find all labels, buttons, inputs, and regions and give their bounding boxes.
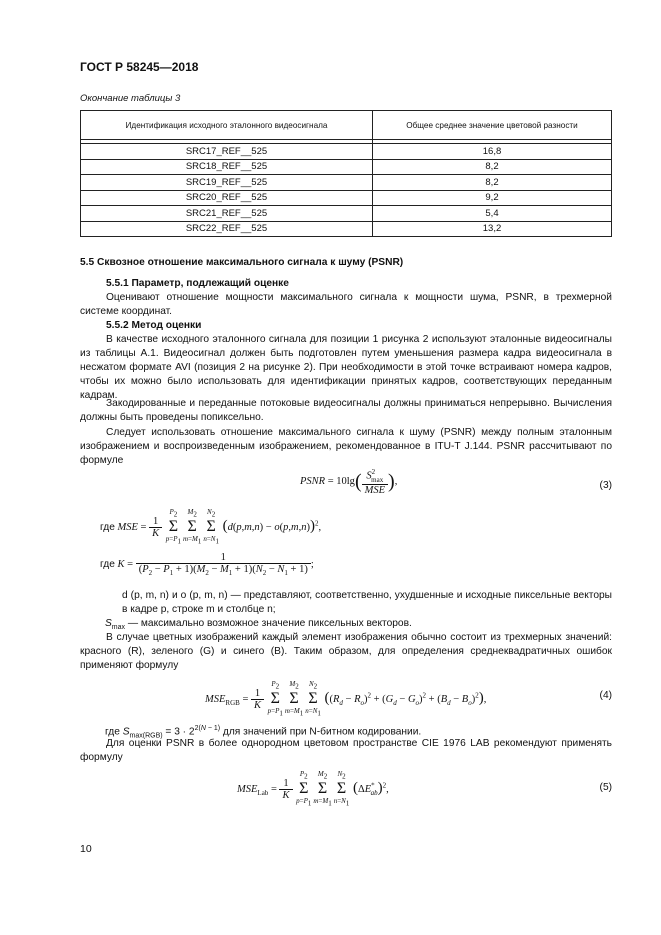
table-row <box>81 206 612 222</box>
table-cell-id: SRC19_REF__525 <box>81 175 373 191</box>
table-row <box>81 159 612 175</box>
table-cell-id: SRC22_REF__525 <box>81 221 373 237</box>
section-5-5-2-heading: 5.5.2 Метод оценки <box>106 320 202 331</box>
paragraph-psnr-formula-intro: Следует использовать отношение максимального сигнала к шуму (PSNR) между полным эталонным изображением и воспроизведенным изображением, рекомендованное в ITU-T J.144. PSNR рассчитывают по формуле <box>80 427 612 466</box>
where-label: где <box>100 558 115 570</box>
table-cell-id: SRC17_REF__525 <box>81 144 373 160</box>
paragraph-cie-lab: Для оценки PSNR в более однородном цветовом пространстве CIE 1976 LAB рекомендуют применять формулу <box>80 738 612 763</box>
formula-4: $MSE_{RGB}$ = $\frac{1}{K}$ $P_2$ Σ $p=P_1M_2$ Σ $m=M_1N_2$ Σ $n=N_1$ $((R_d - R_o)^2 + (G_d - G_o)^2 + (B_d - B_o)^2)$, <box>205 680 487 718</box>
definition-smax: $S_{max}$ — максимально возможное значение пиксельных векторов. <box>105 618 412 632</box>
paragraph-reference-signal: В качестве исходного эталонного сигнала для позиции 1 рисунка 2 используют эталонные видеосигналы из таблицы А.1. Видеосигнал должен быть подготовлен путем уменьшения размера кадра видеосигнала в несжатом формате AVI (позиция 2 на рисунке 2). При необходимости в этой точке встраивают номера кадров, чтобы их можно было использовать для идентификации принятых кадров, соответствующих переданным кадрам. <box>80 334 612 401</box>
table-col-header: Общее среднее значение цветовой разности <box>373 111 612 140</box>
table-cell-value: 8,2 <box>373 159 612 175</box>
formula-mse: где MSE = $\frac{1}{K}$ $P_2$ Σ $p=P_1M_2$ Σ $m=M_1N_2$ Σ $n=N_1$ $(d(p,m,n) - o(p,m,n))^2$, <box>100 508 322 546</box>
table-row <box>81 175 612 191</box>
paragraph-color-images: В случае цветных изображений каждый элемент изображения обычно состоит из трехмерных значений: красного (R), зеленого (G) и синего (B). Таким образом, для определения среднеквадратичных ошибок применяют формулу <box>80 632 612 671</box>
table-cell-value: 5,4 <box>373 206 612 222</box>
definition-smax-text: — максимально возможное значение пиксельных векторов. <box>127 618 412 629</box>
table-cell-id: SRC20_REF__525 <box>81 190 373 206</box>
table-row <box>81 190 612 206</box>
formula-3-number: (3) <box>599 480 612 491</box>
table-row <box>81 144 612 160</box>
table-header-row <box>81 111 612 140</box>
table-cell-value: 9,2 <box>373 190 612 206</box>
definition-smax-rgb-text: для значений при N-битном кодировании. <box>222 726 422 738</box>
table-3 <box>80 110 612 237</box>
paragraph-continuous-reception: Закодированные и переданные потоковые видеосигналы должны приниматься непрерывно. Вычисления должны быть проведены попиксельно. <box>80 398 612 423</box>
formula-3: PSNR = 10lg( $\frac{S^2_{max}}{\text{MSE}}$ ), <box>300 468 398 496</box>
table-continuation-caption: Окончание таблицы 3 <box>80 93 181 104</box>
definition-smax-rgb: где $S_{max(RGB)} = 3 \cdot 2^{2(N - 1)}$ для значений при N-битном кодировании. <box>105 725 422 740</box>
table-cell-id: SRC21_REF__525 <box>81 206 373 222</box>
section-5-5-1-text: Оценивают отношение мощности максимального сигнала к мощности шума, PSNR, в трехмерной системе координат. <box>80 292 612 317</box>
section-5-5-1-heading: 5.5.1 Параметр, подлежащий оценке <box>106 278 289 289</box>
where-label: где <box>100 521 115 533</box>
table-cell-value: 13,2 <box>373 221 612 237</box>
standard-header: ГОСТ Р 58245—2018 <box>80 60 199 74</box>
formula-k: где K = $\frac{1}{(P_2 - P_1 + 1)(M_2 - M_1 + 1)(N_2 - N_1 + 1)}$ ; <box>100 552 314 578</box>
section-5-5-heading: 5.5 Сквозное отношение максимального сигнала к шуму (PSNR) <box>80 257 404 268</box>
table-cell-value: 8,2 <box>373 175 612 191</box>
formula-4-number: (4) <box>599 690 612 701</box>
page-number: 10 <box>80 843 92 855</box>
table-cell-value: 16,8 <box>373 144 612 160</box>
definition-d-o: d (p, m, n) и o (p, m, n) — представляют, соответственно, ухудшенные и исходные пиксельные векторы в кадре p, строке m и столбце n; <box>122 590 612 615</box>
where-label: где <box>105 726 120 738</box>
formula-5: $MSE_{Lab}$ = $\frac{1}{K}$ $P_2$ Σ $p=P_1M_2$ Σ $m=M_1N_2$ Σ $n=N_1$ $(\Delta E^*_{ab})^2$, <box>237 770 389 808</box>
table-col-header: Идентификация исходного эталонного видеосигнала <box>81 111 373 140</box>
table-cell-id: SRC18_REF__525 <box>81 159 373 175</box>
formula-5-number: (5) <box>599 782 612 793</box>
table-row <box>81 221 612 237</box>
